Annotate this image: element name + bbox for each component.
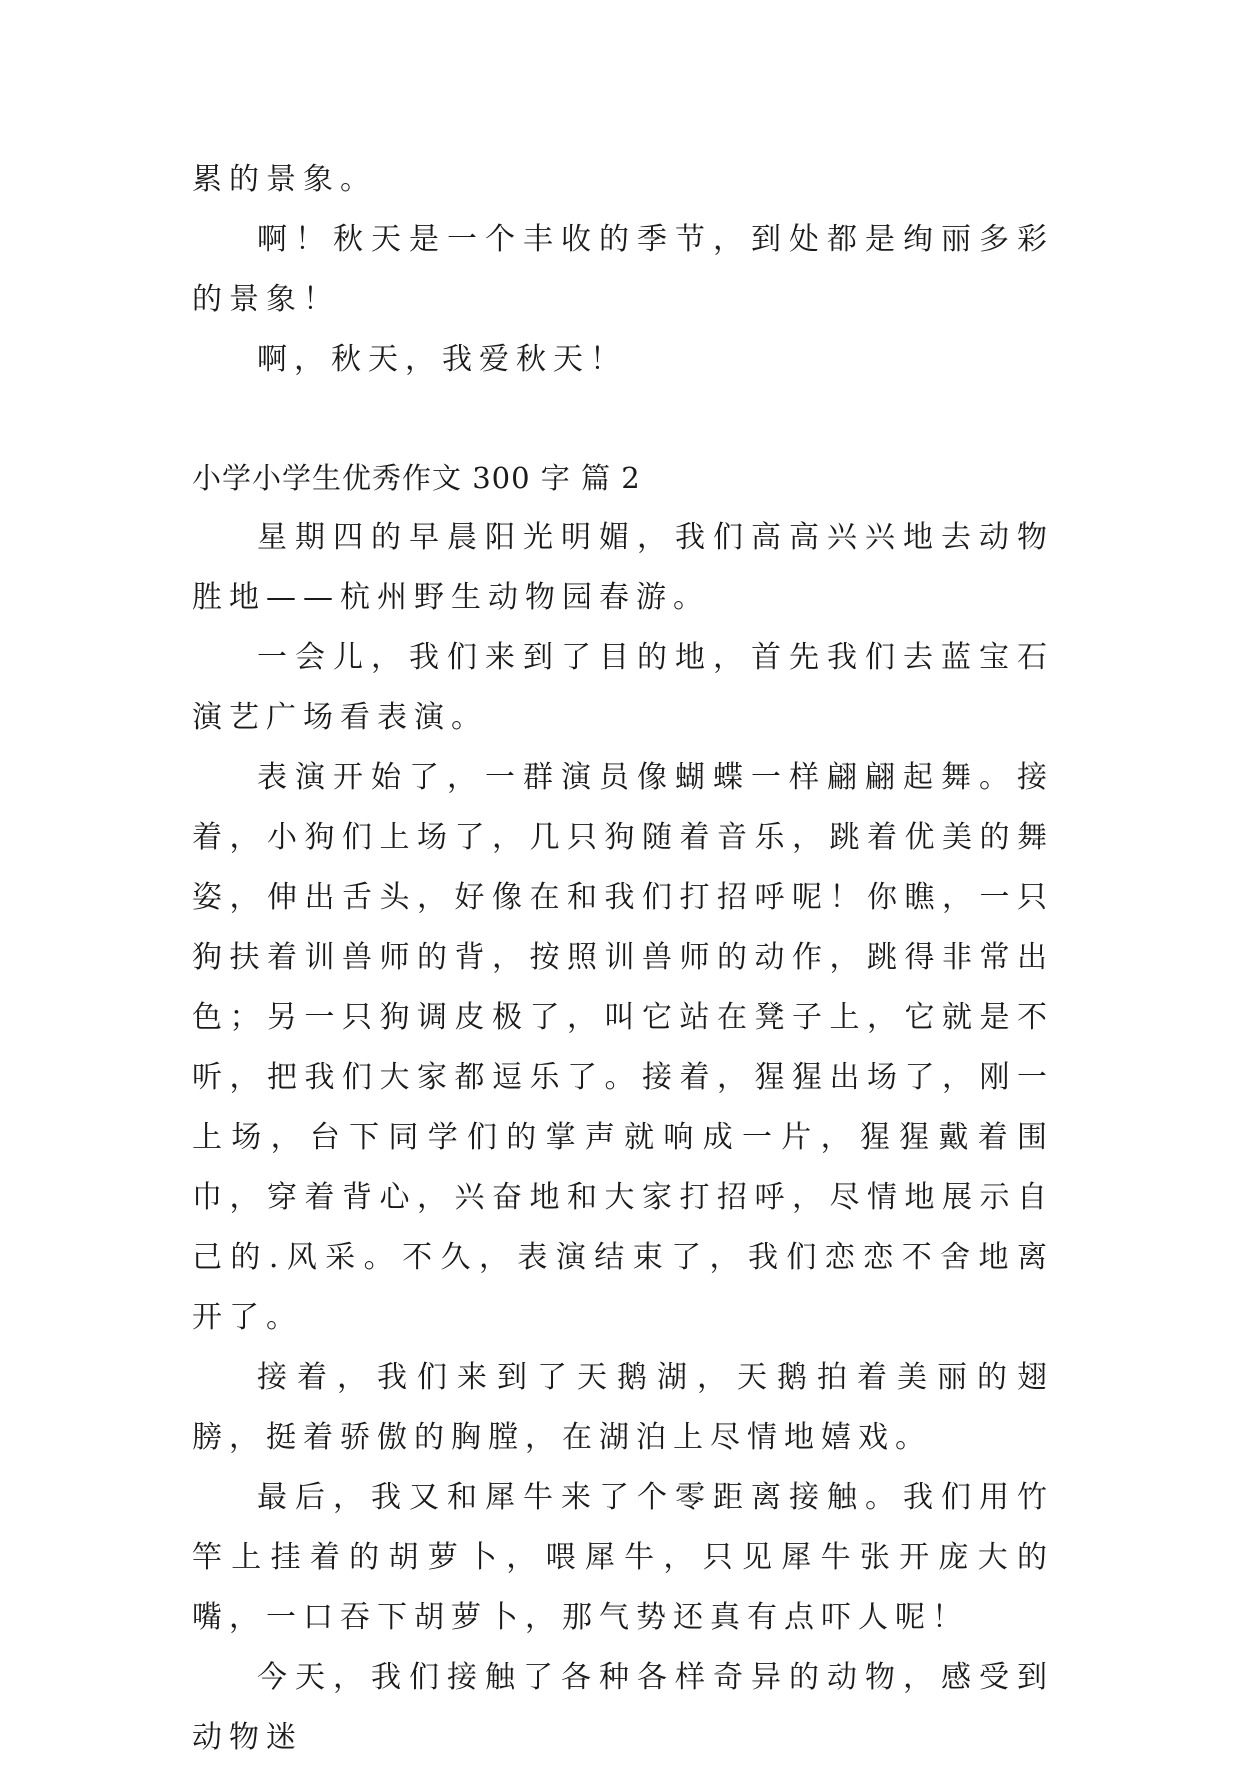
paragraph-2: 一会儿，我们来到了目的地，首先我们去蓝宝石演艺广场看表演。 — [192, 640, 1054, 735]
paragraph-harvest: 啊！秋天是一个丰收的季节，到处都是绚丽多彩的景象！ — [192, 222, 1054, 317]
paragraph-6: 今天，我们接触了各种各样奇异的动物，感受到动物迷 — [192, 1660, 1054, 1755]
document-page — [192, 150, 1054, 1768]
paragraph-3: 表演开始了，一群演员像蝴蝶一样翩翩起舞。接着，小狗们上场了，几只狗随着音乐，跳着优美的舞姿，伸出舌头，好像在和我们打招呼呢！你瞧，一只狗扶着训兽师的背，按照训兽师的动作，跳得非常出色；另一只狗调皮极了，叫它站在凳子上，它就是不听，把我们大家都逗乐了。接着，猩猩出场了，刚一上场，台下同学们的掌声就响成一片，猩猩戴着围巾，穿着背心，兴奋地和大家打招呼，尽情地展示自己的.风采。不久，表演结束了，我们恋恋不舍地离开了。 — [192, 760, 1054, 1335]
essay-heading: 小学小学生优秀作文 300 字 篇 2 — [192, 461, 641, 495]
paragraph-5: 最后，我又和犀牛来了个零距离接触。我们用竹竿上挂着的胡萝卜，喂犀牛，只见犀牛张开庞大的嘴，一口吞下胡萝卜，那气势还真有点吓人呢！ — [192, 1480, 1054, 1635]
paragraph-love-autumn: 啊，秋天，我爱秋天！ — [257, 342, 627, 377]
paragraph-1: 星期四的早晨阳光明媚，我们高高兴兴地去动物胜地——杭州野生动物园春游。 — [192, 520, 1054, 615]
paragraph-4: 接着，我们来到了天鹅湖，天鹅拍着美丽的翅膀，挺着骄傲的胸膛，在湖泊上尽情地嬉戏。 — [192, 1360, 1054, 1455]
paragraph-carryover: 累的景象。 — [192, 162, 377, 197]
